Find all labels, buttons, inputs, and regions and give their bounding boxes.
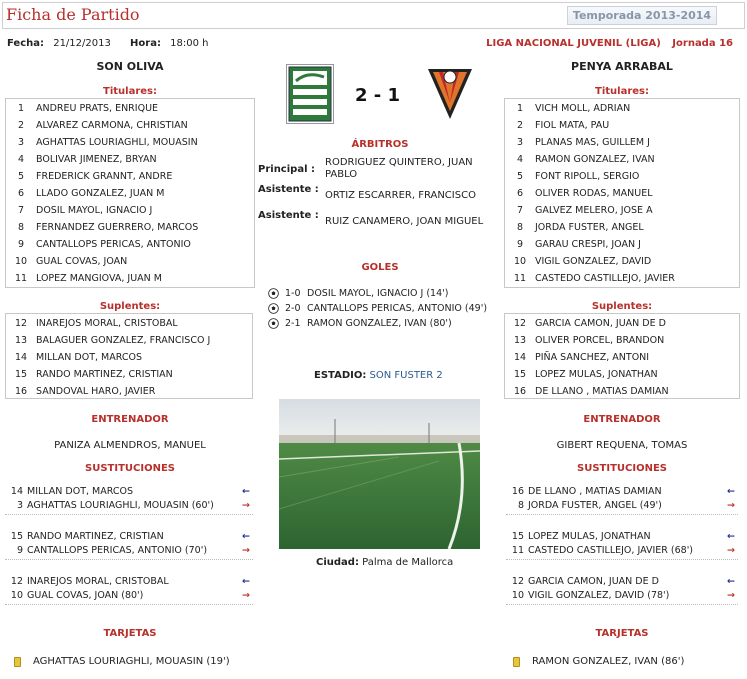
- player-number: 8: [516, 222, 524, 233]
- substitution-in-row: [506, 530, 738, 544]
- player-row: [505, 134, 739, 151]
- player-row: [505, 383, 739, 400]
- player-row: [505, 366, 739, 383]
- player-row: [505, 236, 739, 253]
- stadium-photo: [279, 399, 480, 549]
- goal-scorer: DOSIL MAYOL, IGNACIO J (14'): [307, 288, 449, 299]
- sub-in-number: 12: [10, 576, 23, 587]
- goal-row: [268, 301, 503, 316]
- goal-scorer: CANTALLOPS PERICAS, ANTONIO (49'): [307, 303, 488, 314]
- substitution-out-row: [506, 544, 738, 558]
- date-value: 21/12/2013: [53, 38, 111, 49]
- yellow-card-icon: [513, 657, 520, 667]
- player-row: [505, 117, 739, 134]
- player-row: [505, 332, 739, 349]
- player-name: INAREJOS MORAL, CRISTOBAL: [36, 318, 178, 329]
- player-number: 5: [516, 171, 524, 182]
- player-number: 4: [17, 154, 25, 165]
- player-row: [505, 219, 739, 236]
- home-card-row: [14, 656, 230, 667]
- player-row: [6, 270, 254, 287]
- sub-in-name: GARCIA CAMON, JUAN DE D: [528, 576, 659, 587]
- substitution-out-row: [506, 589, 738, 603]
- goals-heading: GOLES: [361, 262, 399, 273]
- player-name: GARAU CRESPI, JOAN J: [535, 239, 641, 250]
- referees-heading: ÁRBITROS: [351, 139, 409, 150]
- date-label: Fecha:: [7, 38, 45, 49]
- sub-out-number: 9: [16, 545, 23, 556]
- sub-in-number: 15: [10, 531, 23, 542]
- match-score: 2 - 1: [355, 85, 401, 106]
- stadium-info: [314, 370, 443, 381]
- player-number: 9: [17, 239, 25, 250]
- substitution-block: [5, 485, 253, 515]
- referee-role-principal: Principal :: [258, 164, 315, 175]
- time-value: 18:00 h: [170, 38, 209, 49]
- sub-out-name: GUAL COVAS, JOAN (80'): [27, 590, 144, 601]
- referee-role-assistant-1: Asistente :: [258, 184, 319, 195]
- player-name: OLIVER RODAS, MANUEL: [535, 188, 653, 199]
- player-number: 4: [516, 154, 524, 165]
- player-row: [505, 202, 739, 219]
- home-subs-list: [5, 313, 253, 399]
- player-name: AGHATTAS LOURIAGHLI, MOUASIN: [36, 137, 198, 148]
- player-row: [6, 332, 252, 349]
- home-starters-heading: Titulares:: [103, 86, 157, 97]
- player-number: 3: [516, 137, 524, 148]
- arrow-left-icon: ←: [242, 486, 250, 497]
- player-number: 11: [14, 273, 28, 284]
- player-row: [6, 219, 254, 236]
- player-number: 9: [516, 239, 524, 250]
- sub-out-name: AGHATTAS LOURIAGHLI, MOUASIN (60'): [27, 500, 214, 511]
- player-number: 5: [17, 171, 25, 182]
- stadium-link[interactable]: SON FUSTER 2: [369, 370, 443, 381]
- home-substitutions-list: [5, 485, 253, 620]
- sub-out-name: JORDA FUSTER, ANGEL (49'): [528, 500, 662, 511]
- goals-list: [268, 286, 503, 331]
- player-name: FIOL MATA, PAU: [535, 120, 610, 131]
- away-subs-list: [504, 313, 740, 399]
- player-name: BALAGUER GONZALEZ, FRANCISCO J: [36, 335, 211, 346]
- substitution-out-row: [5, 544, 253, 558]
- referee-assistant-1-name: ORTIZ ESCARRER, FRANCISCO: [325, 190, 476, 201]
- arrow-right-icon: →: [242, 545, 250, 556]
- player-row: [505, 349, 739, 366]
- player-row: [505, 185, 739, 202]
- player-row: [6, 349, 252, 366]
- soccer-ball-icon: [268, 303, 279, 314]
- city-label: Ciudad:: [316, 557, 359, 568]
- stadium-label: ESTADIO:: [314, 370, 367, 381]
- sub-out-name: VIGIL GONZALEZ, DAVID (78'): [528, 590, 670, 601]
- home-cards-heading: TARJETAS: [103, 628, 157, 639]
- substitution-block: [506, 530, 738, 560]
- sub-in-name: RANDO MARTINEZ, CRISTIAN: [27, 531, 164, 542]
- sub-out-name: CANTALLOPS PERICAS, ANTONIO (70'): [27, 545, 208, 556]
- player-row: [6, 315, 252, 332]
- time-label: Hora:: [130, 38, 161, 49]
- player-name: FERNANDEZ GUERRERO, MARCOS: [36, 222, 199, 233]
- referee-role-assistant-2: Asistente :: [258, 210, 319, 221]
- home-card-player: AGHATTAS LOURIAGHLI, MOUASIN (19'): [33, 656, 230, 667]
- player-number: 12: [14, 318, 28, 329]
- arrow-right-icon: →: [242, 590, 250, 601]
- player-name: LLADO GONZALEZ, JUAN M: [36, 188, 165, 199]
- sub-out-number: 11: [511, 545, 524, 556]
- player-name: RANDO MARTINEZ, CRISTIAN: [36, 369, 173, 380]
- arrow-right-icon: →: [242, 500, 250, 511]
- away-card-row: [513, 656, 684, 667]
- soccer-ball-icon: [268, 318, 279, 329]
- player-name: GALVEZ MELERO, JOSE A: [535, 205, 653, 216]
- arrow-right-icon: →: [727, 545, 735, 556]
- player-row: [505, 315, 739, 332]
- home-team-name: SON OLIVA: [96, 60, 164, 73]
- soccer-ball-icon: [268, 288, 279, 299]
- player-name: DE LLANO , MATIAS DAMIAN: [535, 386, 669, 397]
- player-row: [6, 202, 254, 219]
- player-name: LOPEZ MANGIOVA, JUAN M: [36, 273, 162, 284]
- city-info: [316, 557, 453, 568]
- player-name: OLIVER PORCEL, BRANDON: [535, 335, 665, 346]
- player-row: [505, 151, 739, 168]
- player-number: 15: [513, 369, 527, 380]
- player-row: [6, 185, 254, 202]
- player-number: 10: [513, 256, 527, 267]
- goal-row: [268, 286, 503, 301]
- sub-out-number: 3: [16, 500, 23, 511]
- player-number: 7: [17, 205, 25, 216]
- sub-out-name: CASTEDO CASTILLEJO, JAVIER (68'): [528, 545, 694, 556]
- player-name: MILLAN DOT, MARCOS: [36, 352, 143, 363]
- player-number: 13: [14, 335, 28, 346]
- player-number: 11: [513, 273, 527, 284]
- player-number: 15: [14, 369, 28, 380]
- substitution-block: [5, 575, 253, 605]
- stadium-photo-image: [279, 399, 480, 549]
- player-number: 2: [17, 120, 25, 131]
- substitution-out-row: [506, 499, 738, 513]
- player-number: 12: [513, 318, 527, 329]
- away-team-logo: [425, 65, 475, 123]
- player-name: DOSIL MAYOL, IGNACIO J: [36, 205, 153, 216]
- goal-row: [268, 316, 503, 331]
- sub-out-number: 10: [511, 590, 524, 601]
- player-number: 10: [14, 256, 28, 267]
- player-number: 2: [516, 120, 524, 131]
- sub-in-number: 16: [511, 486, 524, 497]
- sub-in-number: 14: [10, 486, 23, 497]
- home-starters-list: [5, 98, 255, 288]
- sub-in-name: LOPEZ MULAS, JONATHAN: [528, 531, 651, 542]
- away-starters-heading: Titulares:: [595, 86, 649, 97]
- away-crest-icon: [425, 65, 475, 123]
- player-row: [505, 168, 739, 185]
- player-name: ALVAREZ CARMONA, CHRISTIAN: [36, 120, 188, 131]
- sub-in-name: MILLAN DOT, MARCOS: [27, 486, 134, 497]
- arrow-right-icon: →: [727, 590, 735, 601]
- match-meta: [7, 38, 208, 49]
- away-team-name: PENYA ARRABAL: [571, 60, 673, 73]
- away-coach-name: GIBERT REQUENA, TOMAS: [556, 440, 688, 451]
- substitution-block: [506, 575, 738, 605]
- arrow-left-icon: ←: [727, 531, 735, 542]
- player-name: VICH MOLL, ADRIAN: [535, 103, 631, 114]
- player-number: 1: [516, 103, 524, 114]
- league-name: LIGA NACIONAL JUVENIL (LIGA): [486, 38, 661, 49]
- away-cards-heading: TARJETAS: [595, 628, 649, 639]
- player-row: [6, 253, 254, 270]
- jornada: Jornada 16: [672, 38, 733, 49]
- home-substitutions-heading: SUSTITUCIONES: [85, 463, 175, 474]
- substitution-in-row: [5, 575, 253, 589]
- home-coach-heading: ENTRENADOR: [91, 414, 169, 425]
- city-value: Palma de Mallorca: [362, 557, 454, 568]
- player-name: GUAL COVAS, JOAN: [36, 256, 128, 267]
- player-number: 6: [17, 188, 25, 199]
- substitution-in-row: [506, 485, 738, 499]
- player-number: 14: [513, 352, 527, 363]
- league-info: [486, 38, 733, 49]
- player-row: [6, 383, 252, 400]
- player-number: 8: [17, 222, 25, 233]
- player-name: JORDA FUSTER, ANGEL: [535, 222, 644, 233]
- substitution-in-row: [5, 485, 253, 499]
- player-number: 3: [17, 137, 25, 148]
- player-number: 16: [14, 386, 28, 397]
- player-row: [6, 117, 254, 134]
- substitution-in-row: [506, 575, 738, 589]
- yellow-card-icon: [14, 657, 21, 667]
- player-number: 7: [516, 205, 524, 216]
- player-name: PLANAS MAS, GUILLEM J: [535, 137, 650, 148]
- player-name: GARCIA CAMON, JUAN DE D: [535, 318, 666, 329]
- player-name: RAMON GONZALEZ, IVAN: [535, 154, 655, 165]
- player-row: [505, 270, 739, 287]
- substitution-in-row: [5, 530, 253, 544]
- goal-score: 1-0: [285, 288, 301, 299]
- player-number: 13: [513, 335, 527, 346]
- goal-scorer: RAMON GONZALEZ, IVAN (80'): [307, 318, 452, 329]
- player-row: [505, 100, 739, 117]
- player-row: [6, 100, 254, 117]
- arrow-left-icon: ←: [242, 531, 250, 542]
- page-title: Ficha de Partido: [6, 5, 140, 24]
- player-row: [6, 168, 254, 185]
- substitution-out-row: [5, 499, 253, 513]
- player-name: ANDREU PRATS, ENRIQUE: [36, 103, 159, 114]
- sub-out-number: 10: [10, 590, 23, 601]
- player-name: VIGIL GONZALEZ, DAVID: [535, 256, 652, 267]
- player-name: FREDERICK GRANNT, ANDRE: [36, 171, 173, 182]
- away-subs-heading: Suplentes:: [591, 301, 653, 312]
- away-starters-list: [504, 98, 740, 288]
- player-name: CASTEDO CASTILLEJO, JAVIER: [535, 273, 675, 284]
- player-row: [6, 134, 254, 151]
- player-name: FONT RIPOLL, SERGIO: [535, 171, 640, 182]
- player-name: SANDOVAL HARO, JAVIER: [36, 386, 156, 397]
- sub-in-name: INAREJOS MORAL, CRISTOBAL: [27, 576, 169, 587]
- home-coach-name: PANIZA ALMENDROS, MANUEL: [54, 440, 206, 451]
- substitution-block: [506, 485, 738, 515]
- substitution-block: [5, 530, 253, 560]
- player-number: 16: [513, 386, 527, 397]
- player-name: CANTALLOPS PERICAS, ANTONIO: [36, 239, 191, 250]
- player-row: [6, 151, 254, 168]
- referee-assistant-2-name: RUIZ CANAMERO, JOAN MIGUEL: [325, 216, 484, 227]
- arrow-left-icon: ←: [727, 576, 735, 587]
- away-coach-heading: ENTRENADOR: [583, 414, 661, 425]
- goal-score: 2-0: [285, 303, 301, 314]
- player-row: [6, 236, 254, 253]
- arrow-right-icon: →: [727, 500, 735, 511]
- player-name: LOPEZ MULAS, JONATHAN: [535, 369, 658, 380]
- home-team-logo: [286, 64, 334, 124]
- sub-in-number: 15: [511, 531, 524, 542]
- player-name: BOLIVAR JIMENEZ, BRYAN: [36, 154, 157, 165]
- home-crest-icon: [287, 65, 333, 123]
- away-card-player: RAMON GONZALEZ, IVAN (86'): [532, 656, 685, 667]
- home-subs-heading: Suplentes:: [99, 301, 161, 312]
- season-label: Temporada 2013-2014: [567, 6, 717, 25]
- player-name: PIÑA SANCHEZ, ANTONI: [535, 352, 650, 363]
- substitution-out-row: [5, 589, 253, 603]
- arrow-left-icon: ←: [242, 576, 250, 587]
- sub-out-number: 8: [517, 500, 524, 511]
- sub-in-name: DE LLANO , MATIAS DAMIAN: [528, 486, 662, 497]
- sub-in-number: 12: [511, 576, 524, 587]
- away-substitutions-list: [506, 485, 738, 620]
- goal-score: 2-1: [285, 318, 301, 329]
- player-number: 6: [516, 188, 524, 199]
- player-row: [505, 253, 739, 270]
- player-number: 1: [17, 103, 25, 114]
- arrow-left-icon: ←: [727, 486, 735, 497]
- player-number: 14: [14, 352, 28, 363]
- referee-principal-name: RODRIGUEZ QUINTERO, JUAN PABLO: [325, 157, 473, 180]
- player-row: [6, 366, 252, 383]
- away-substitutions-heading: SUSTITUCIONES: [577, 463, 667, 474]
